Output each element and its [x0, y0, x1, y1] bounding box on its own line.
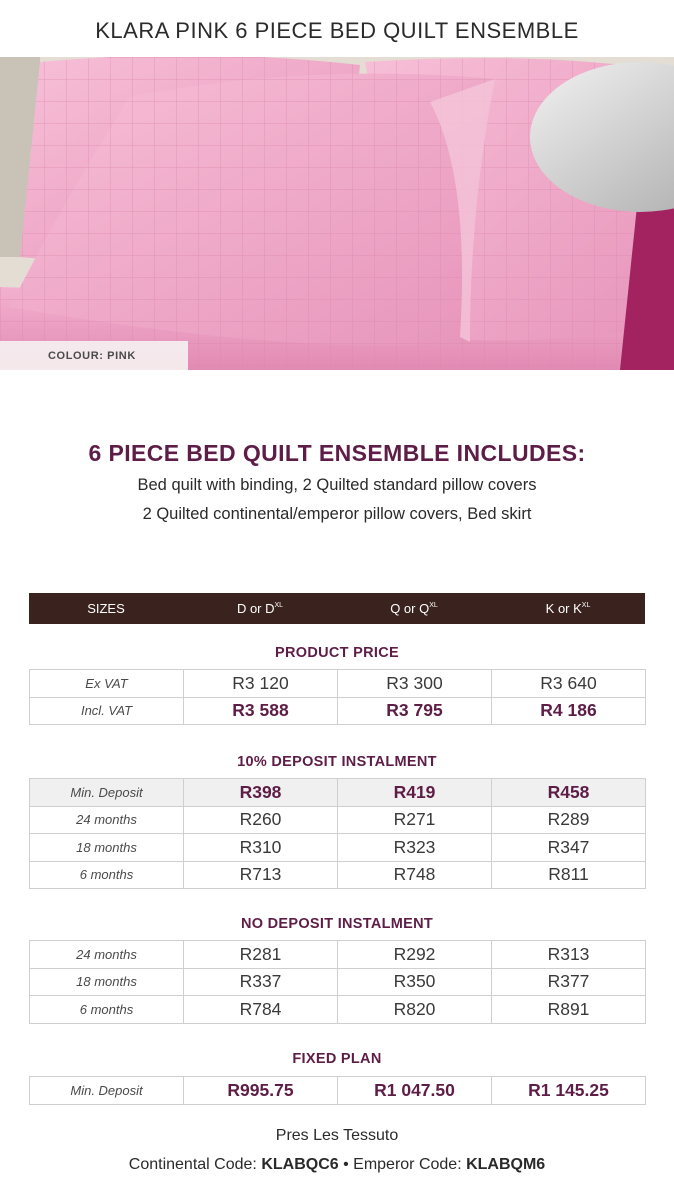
price-king: R377: [492, 968, 646, 996]
header-double-label: D or D: [236, 601, 275, 616]
header-double-sup: XL: [274, 602, 284, 609]
header-king: [491, 601, 645, 616]
header-king-label: K or K: [545, 601, 582, 616]
row-label: Incl. VAT: [30, 697, 184, 725]
brand-name: Pres Les Tessuto: [275, 1127, 399, 1144]
header-double: [183, 601, 337, 616]
price-queen: R350: [338, 968, 492, 996]
section-title-deposit-instalment: 10% DEPOSIT INSTALMENT: [237, 754, 437, 770]
section-title-product-price: PRODUCT PRICE: [275, 645, 399, 661]
price-king: R1 145.25: [492, 1077, 646, 1105]
price-queen: R3 300: [338, 670, 492, 698]
price-double: R398: [184, 779, 338, 807]
table-row: [30, 941, 646, 969]
table-row: [30, 996, 646, 1024]
sizes-header-bar: [29, 593, 645, 624]
price-king: R458: [492, 779, 646, 807]
table-row: [30, 968, 646, 996]
price-queen: R419: [338, 779, 492, 807]
price-queen: R820: [338, 996, 492, 1024]
code-separator: •: [338, 1156, 354, 1173]
continental-code-label: Continental Code:: [128, 1156, 262, 1173]
table-row: [30, 670, 646, 698]
table-row: [30, 779, 646, 807]
price-double: R337: [184, 968, 338, 996]
header-queen-sup: XL: [429, 602, 438, 609]
price-king: R313: [492, 941, 646, 969]
emperor-code: KLABQM6: [466, 1156, 546, 1173]
header-queen: [337, 601, 491, 616]
table-deposit-instalment: [29, 778, 646, 889]
continental-code: KLABQC6: [261, 1156, 339, 1173]
price-double: R310: [184, 834, 338, 862]
price-king: R4 186: [492, 697, 646, 725]
row-label: Min. Deposit: [30, 1077, 184, 1105]
row-label: 24 months: [30, 806, 184, 834]
emperor-code-label: Emperor Code:: [353, 1156, 467, 1173]
price-king: R347: [492, 834, 646, 862]
price-queen: R1 047.50: [338, 1077, 492, 1105]
table-row: [30, 1077, 646, 1105]
product-codes: [0, 1156, 674, 1174]
price-double: R3 588: [184, 697, 338, 725]
row-label: 6 months: [30, 996, 184, 1024]
includes-line-1: Bed quilt with binding, 2 Quilted standard pillow covers: [137, 476, 537, 494]
page-title: KLARA PINK 6 PIECE BED QUILT ENSEMBLE: [95, 18, 579, 43]
price-king: R289: [492, 806, 646, 834]
row-label: 18 months: [30, 968, 184, 996]
row-label: 24 months: [30, 941, 184, 969]
section-title-no-deposit-instalment: NO DEPOSIT INSTALMENT: [240, 916, 434, 932]
price-king: R3 640: [492, 670, 646, 698]
price-double: R281: [184, 941, 338, 969]
table-no-deposit-instalment: [29, 940, 646, 1024]
row-label: Ex VAT: [30, 670, 184, 698]
row-label: 6 months: [30, 861, 184, 889]
product-photo: [0, 57, 674, 370]
colour-label: COLOUR: PINK: [0, 341, 188, 370]
price-queen: R292: [338, 941, 492, 969]
price-double: R784: [184, 996, 338, 1024]
price-queen: R323: [338, 834, 492, 862]
table-row: [30, 697, 646, 725]
table-row: [30, 806, 646, 834]
price-king: R811: [492, 861, 646, 889]
section-title-fixed-plan: FIXED PLAN: [292, 1051, 382, 1067]
row-label: 18 months: [30, 834, 184, 862]
price-double: R713: [184, 861, 338, 889]
price-double: R3 120: [184, 670, 338, 698]
price-queen: R271: [338, 806, 492, 834]
header-king-sup: XL: [581, 602, 591, 609]
table-row: [30, 861, 646, 889]
table-fixed-plan: [29, 1076, 646, 1105]
includes-heading: 6 PIECE BED QUILT ENSEMBLE INCLUDES:: [88, 440, 586, 466]
price-queen: R748: [338, 861, 492, 889]
bedding-photo-illustration: [0, 57, 674, 370]
price-queen: R3 795: [338, 697, 492, 725]
includes-line-2: 2 Quilted continental/emperor pillow covers, Bed skirt: [142, 505, 532, 523]
header-sizes: SIZES: [87, 601, 125, 616]
price-king: R891: [492, 996, 646, 1024]
price-double: R995.75: [184, 1077, 338, 1105]
row-label: Min. Deposit: [30, 779, 184, 807]
header-queen-label: Q or Q: [390, 601, 430, 616]
table-row: [30, 834, 646, 862]
table-product-price: [29, 669, 646, 725]
price-double: R260: [184, 806, 338, 834]
